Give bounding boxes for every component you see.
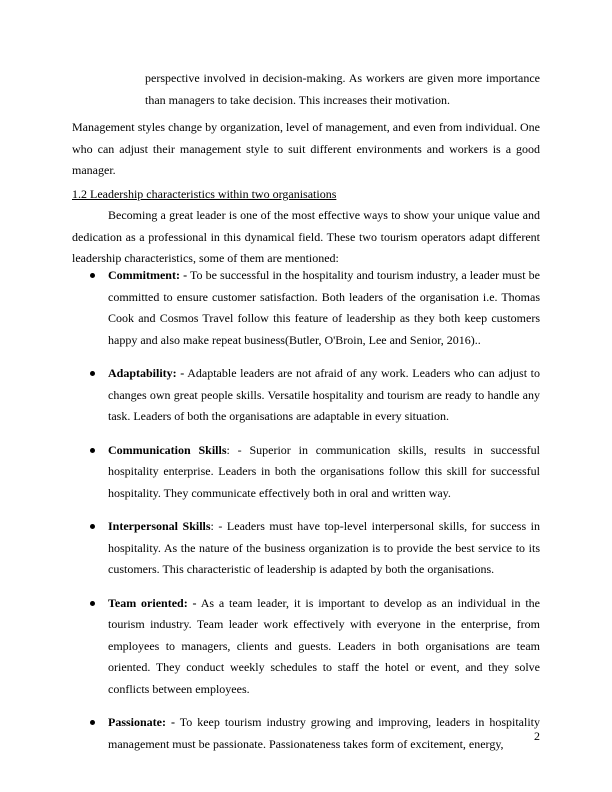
- bullet-icon: [90, 601, 95, 606]
- list-item-term: Team oriented: -: [108, 595, 197, 610]
- list-item-passionate: [72, 712, 540, 755]
- list-item-term: Communication Skills: [108, 442, 227, 457]
- list-item-text: : - Superior in communication skills, results in successful hospitality enterprise. Leaders in both the organisations follow this skill for successful hospitality. They communicate effectively both in oral and written way.: [108, 442, 540, 500]
- bullet-icon: [90, 273, 95, 278]
- bullet-icon: [90, 371, 95, 376]
- bullet-icon: [90, 448, 95, 453]
- list-item-text: Adaptable leaders are not afraid of any work. Leaders who can adjust to changes own great people skills. Versatile hospitality and tourism are ready to handle any task. Leaders of both the organisations are adaptable in every situation.: [108, 366, 540, 423]
- list-item-term: Passionate: -: [108, 715, 175, 729]
- bullet-icon: [90, 720, 95, 725]
- list-item-text: : - Leaders must have top-level interpersonal skills, for success in hospitality. As the nature of the business organization is to provide the best service to its customers. This characteristic of leadership is adapted by both the organisations.: [108, 519, 541, 576]
- list-item-text: As a team leader, it is important to develop as an individual in the tourism industry. Team leader work effectively with everyone in the enterprise, from employees to managers, clients and guests. Leaders in both organisations are team oriented. They conduct weekly schedules to staff the hotel or event, and they solve conflicts between employees.: [108, 595, 540, 696]
- list-item-term: Interpersonal Skills: [108, 519, 211, 533]
- bullet-icon: [90, 524, 95, 529]
- list-item-term: Adaptability: -: [108, 366, 185, 380]
- intro-paragraph: Becoming a great leader is one of the most effective ways to show your unique value and dedication as a professional in this dynamical field. These two tourism operators adapt different leadership characteristics, some of them are mentioned:: [72, 208, 540, 265]
- list-item-team-oriented: [72, 593, 540, 701]
- list-item-commitment: [72, 265, 540, 351]
- page-number: 2: [534, 729, 540, 743]
- list-item-text: To keep tourism industry growing and improving, leaders in hospitality management must be passionate. Passionateness takes form of excitement, energy,: [108, 715, 540, 751]
- list-item-text: To be successful in the hospitality and tourism industry, a leader must be committed to ensure customer satisfaction. Both leaders of the organisation i.e. Thomas Cook and Cosmos Travel follow this feature of leadership as they both keep customers happy and also make repeat business(Butler, O'Broin, Lee and Senior, 2016)..: [108, 268, 540, 347]
- list-item-adaptability: [72, 363, 540, 428]
- continuation-paragraph: perspective involved in decision-making. As workers are given more importance than managers to take decision. This increases their motivation.: [145, 71, 540, 107]
- characteristics-list: [72, 265, 540, 767]
- management-paragraph: Management styles change by organization, level of management, and even from individual. One who can adjust their management style to suit different environments and workers is a good manager.: [72, 120, 540, 177]
- list-item-term: Commitment: -: [108, 268, 188, 282]
- list-item-interpersonal: [72, 516, 540, 581]
- section-heading: 1.2 Leadership characteristics within two organisations: [72, 187, 337, 201]
- list-item-communication: [72, 440, 540, 505]
